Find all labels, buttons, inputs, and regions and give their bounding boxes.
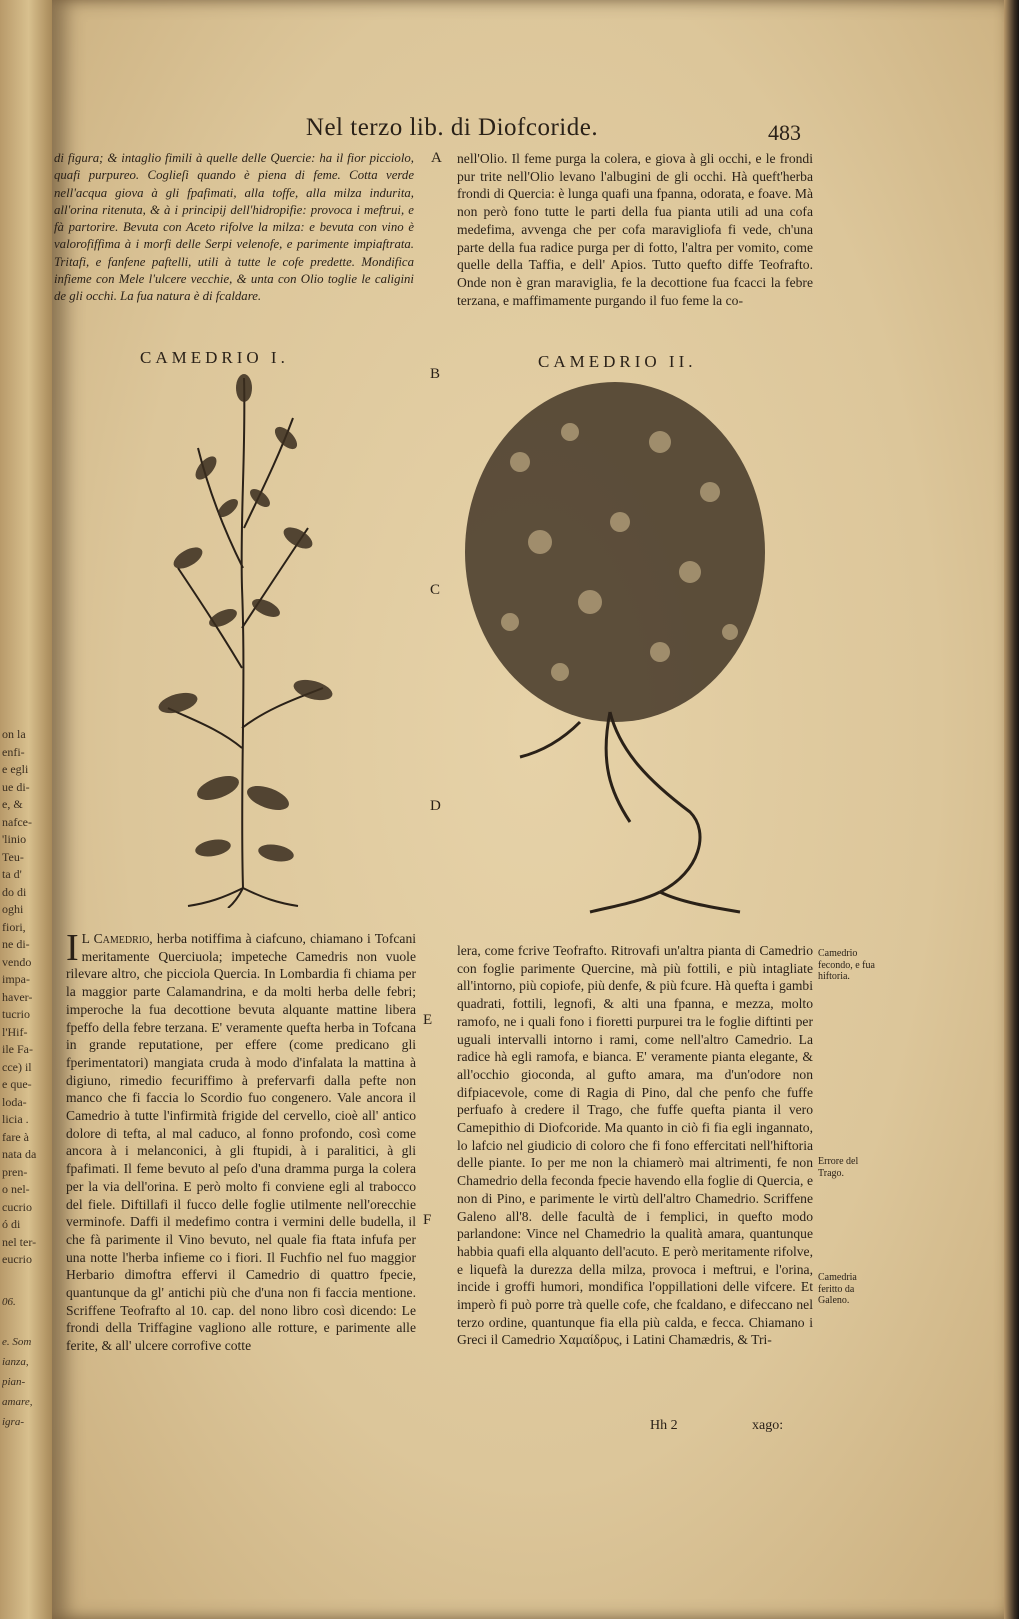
right-column-bottom-text: lera, come fcrive Teofrafto. Ritrovafi un'altra pianta di Camedrio con foglie parimente Quercine, mà più fottili, e più intagliate all'intorno, più copiofe, più denfe, & più fcure. Hà quefta i gambi quadrati, fottili, legnofi, & alti una fpanna, e mezza, molto ramofo, ne i quali fono i fioretti purpurei tra le foglie diftinti per uguali intervalli intorno i rami, come nell'altro Camedrio. La radice hà egli ramofa, e bianca. E' veramente pianta elegante, & all'occhio gioconda, al gufto amara, ma d'un'odore non difpiacevole, come di Ragia di Pino, dal che penfo che fuffe perfuafo à credere il Trago, che fuffe quefta pianta il vero Camepithio di Diofcoride. Ma quanto in ciò fi fia egli ingannato, lo lafcio nel giudicio di coloro che fi fono effercitati nell'hiftoria delle piante. Io per me non la chiamerò mai altrimenti, fe non Chamedrio della feconda fpecie havendo ella foglie di Quercia, e non di Pino, e parimente le virtù dell'altro Chamedrio. Scriffene Galeno all'8. delle facultà de i femplici, in quefto modo parlandone: Vince nel Chamedrio la qualità amara, quantunque habbia quafi ella alquanto dell'acuto. E però meritamente rifolve, e liquefà la durezza della milza, provoca i meftrui, e l'orina, incide i groffi humori, mondifica l'oppillationi delle vifcere. Et imperò fi può porre trà quelle cofe, che fcaldano, e difeccano nel terzo ordine, quantunque fia ella più calda, e fecca. Chiamano i Greci il Camedrio Χαμαίδρυς, i Latini Chamædris, & Tri-	[457, 943, 813, 1348]
facing-page-text-top: on la enfi- e egli ue di- e, & nafce- 'linio Teu- ta d' do di oghi fiori, ne di- vendo impa- haver- tucrio l'Hif- ile Fa- cce) il e que- loda- licia . fare à nata da pren- o nel- cucrio ó di nel ter- eucrio	[2, 727, 37, 1266]
margin-letter-a: A	[431, 150, 442, 166]
facing-page-edge	[0, 0, 52, 1619]
drop-capital: I	[66, 927, 79, 969]
caption-camedrio-2: CAMEDRIO II.	[538, 352, 697, 371]
margin-letter-c: C	[430, 582, 441, 598]
running-title: Nel terzo lib. di Diofcoride.	[305, 114, 599, 141]
margin-letter-e: E	[423, 1012, 433, 1028]
left-column-italic-text: di figura; & intaglio fimili à quelle delle Quercie: ha il fior picciolo, quafi purpureo. Coglieſi quando è piena di feme. Cotta verde nell'acqua giova à gli fpafimati, alla toffe, alla milza indurita, all'orina ritenuta, & à i principij dell'hidropifie: provoca i meftrui, e fà partorire. Bevuta con Aceto rifolve la milza: e bevuta con vino è valorofiffima à i morfi delle Serpi velenofe, e parimente impiaftrata. Tritafi, e fanfene paftelli, utili à tutte le cofe predette. Mondifica infieme con Mele l'ulcere vecchie, & unta con Olio toglie le caligini de gli occhi. La fua natura è di fcaldare.	[54, 151, 414, 304]
side-note-camedrio-secondo: Camedrio fecondo, e fua hiftoria.	[818, 948, 875, 982]
page-edge-shadow	[1004, 0, 1019, 1619]
margin-letter-b: B	[430, 366, 441, 382]
page-number: 483	[768, 120, 801, 145]
catchword: xago:	[752, 1418, 784, 1433]
camedrio-2-woodcut	[460, 372, 770, 922]
right-column-top-text: nell'Olio. Il feme purga la colera, e giova à gli occhi, e le frondi pur trite nell'Olio levano l'albugini de gli occhi. Hà queft'herba frondi di Quercia: è lunga quafi una fpanna, odorata, e foave. Mà non però fono tutte le parti della fua pianta utili ad una cofa medefima, avvenga che per cofa maravigliofa fi vede, ch'una parte della fua radice purga per di fotto, l'altra per vomito, come quelle della Taffia, e dell' Apios. Tutto quefto diffe Teofrafto. Onde non è gran maraviglia, fe la decottione fua fcacci la febre terzana, e maffimamente purgando il fuo feme la co-	[457, 151, 813, 308]
facing-page-text-bottom: 06. e. Som ianza, pian- amare, igra-	[2, 1296, 33, 1428]
camedrio-1-woodcut	[128, 368, 358, 908]
book-page	[52, 0, 1010, 1619]
signature-mark: Hh 2	[650, 1418, 678, 1433]
side-note-errore-trago: Errore del Trago.	[818, 1156, 859, 1179]
caption-camedrio-1: CAMEDRIO I.	[140, 348, 289, 367]
margin-letter-f: F	[423, 1212, 432, 1228]
side-note-galeno: Camedria ferittо da Galeno.	[818, 1272, 857, 1306]
left-column-bottom-text: I L Camedrio, herba notiffima à ciafcuno, chiamano i Tofcani meritamente Querciuola; impeteche Camedris non vuole rilevare altro, che picciola Quercia. In Lombardia fi chiama per la maggior parte Calamandrina, e da molti herba delle febri; imperoche la fua decottione bevuta alquante mattine libera fpeffo della febre terzana. E' veramente quefta herba in Tofcana in grande reputatione, per effere (come predicano gli fperimentatori) mangiata cruda à modo d'infalata la mattina à digiuno, rimedio fecuriffimo à prefervarfi dalla pefte non manco che fi faccia lo Scordio fuo congenero. Vale ancora il Camedrio à tutte l'infirmità frigide del cervello, cioè all' antico dolore di tefta, al mal caduco, al fonno profondo, così come ancora à i melanconici, à gli ftupidi, à i paralitici, à gli fpafimati. Il feme bevuto al peſo d'una dramma purga la colera per la via dell'orina. E però molto fi conviene egli al trabocco del fiele. Diftillafi il fucco delle foglie utilmente nell'orecchie verminofe. Daffi il medefimo contra i vermini delle budella, il che fà parimente il Vino bevuto, nel quale fia ftata infufa per una notte l'herba infieme co i fiori. Il Fuchfio nel fuo maggior Herbario dimoftra effervi il Camedrio di quattro fpecie, quantunque da gl' antichi più che d'una non fi faccia mentione. Scriffene Teofrafto al 10. cap. del nono libro così dicendo: Le frondi della Triffagine vagliono alle rotture, e parimente alle ferite, & all' ulcere corrofive cotte	[66, 927, 417, 1354]
margin-letter-d: D	[430, 798, 441, 814]
